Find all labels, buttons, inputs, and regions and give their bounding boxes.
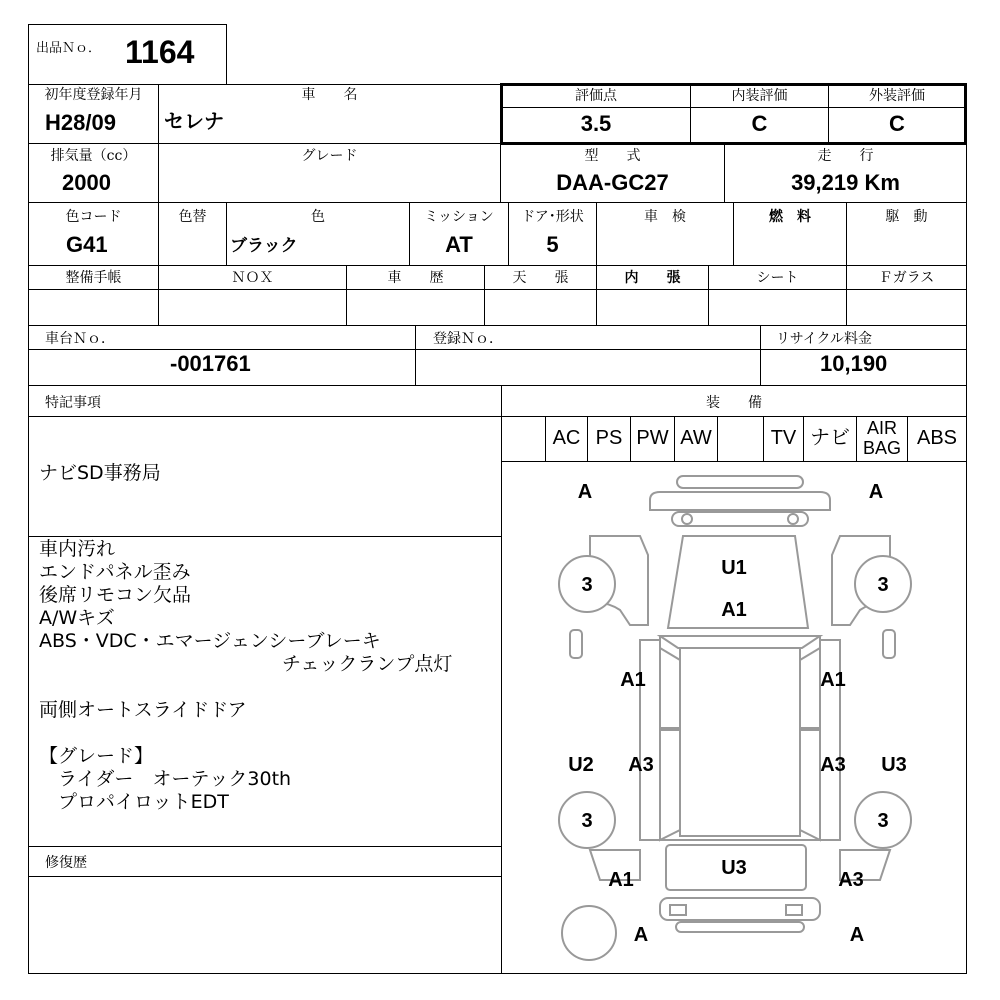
model-value: DAA-GC27 [556, 170, 669, 195]
mission-value: AT [445, 232, 473, 257]
rear-bumper [660, 898, 820, 920]
notes-line-12: プロパイロットEDT [39, 791, 229, 813]
roof-label: 天 張 [512, 270, 569, 286]
spare-tire-icon [562, 906, 616, 960]
equipment-label: 装 備 [706, 395, 762, 411]
notes-label: 特記事項 [45, 395, 101, 411]
color-label: 色 [311, 209, 325, 225]
notes-line-6: チェックランプ点灯 [282, 653, 453, 675]
equip-ac: AC [552, 427, 581, 449]
mileage-label: 走 行 [817, 148, 874, 164]
rear-step [676, 922, 804, 932]
repair-top-line [28, 846, 502, 847]
notes-top-line: ナビSD事務局 [39, 462, 161, 484]
dmg-right-front-door: A1 [820, 669, 846, 691]
lining-label: 内 張 [624, 270, 681, 286]
dmg-left-rear-door: A3 [628, 754, 654, 776]
dmg-front-left-tire: 3 [581, 574, 593, 596]
mileage-value: 39,219 Km [791, 170, 900, 195]
lot-number: 1164 [125, 34, 195, 70]
lot-label: 出品Ｎｏ． [36, 41, 102, 56]
left-headlight-icon [682, 514, 692, 524]
interior-score-value: C [751, 111, 768, 136]
dmg-rear-left-corner: A [633, 924, 649, 946]
equip-tv: TV [770, 427, 797, 449]
front-bumper [650, 492, 830, 510]
reg-date-label: 初年度登録年月 [44, 87, 143, 103]
cabin-outline [660, 636, 820, 840]
dmg-rear-left: A1 [608, 869, 634, 891]
door-value: 5 [546, 232, 559, 257]
recycle-label: リサイクル料金 [776, 331, 873, 347]
equip-pw: PW [636, 427, 669, 449]
dmg-front-right-corner: A [868, 481, 884, 503]
fuel-label: 燃 料 [769, 209, 811, 225]
regno-label: 登録Ｎｏ． [433, 331, 503, 347]
history-label: 車 歴 [387, 270, 444, 286]
notes-line-11: ライダー オーテック30th [39, 768, 292, 790]
dmg-rear-right-corner: A [849, 924, 865, 946]
drive-label: 駆 動 [885, 209, 928, 225]
equip-navi: ナビ [810, 427, 850, 449]
seat-label: シート [756, 270, 799, 286]
dmg-rear-left-tire: 3 [581, 810, 593, 832]
displacement-value: 2000 [62, 170, 111, 195]
notes-line-8: 両側オートスライドドア [39, 699, 247, 721]
dmg-front-left-corner: A [577, 481, 593, 503]
notes-header-line [28, 416, 502, 417]
notes-line-3: 後席リモコン欠品 [39, 584, 192, 606]
right-headlight-icon [788, 514, 798, 524]
displacement-label: 排気量（cc） [50, 148, 137, 164]
notes-mid-line [28, 536, 502, 537]
dmg-left-rear-panel: U2 [568, 754, 594, 776]
repair-header-line [28, 876, 502, 877]
rear-right-lamp [786, 905, 802, 915]
equip-ps: PS [595, 427, 623, 449]
roof [680, 648, 800, 836]
notes-line-4: A/Wキズ [39, 607, 115, 629]
car-diagram [501, 461, 967, 974]
right-mirror [883, 630, 895, 658]
dmg-right-rear-door: A3 [820, 754, 846, 776]
dmg-rear-right: A3 [838, 869, 864, 891]
windshield [660, 636, 820, 648]
equip-airbag: AIR BAG [862, 418, 901, 458]
inspection-label: 車 検 [644, 209, 686, 225]
dmg-front-right-tire: 3 [877, 574, 889, 596]
dmg-right-rear-panel: U3 [881, 754, 907, 776]
chassis-value: -001761 [170, 351, 251, 376]
front-bumper-top [677, 476, 803, 488]
car-name-value: セレナ [164, 111, 224, 133]
equip-abs: ABS [916, 427, 958, 449]
dmg-tailgate: U3 [721, 857, 747, 879]
chassis-label: 車台Ｎｏ． [45, 331, 115, 347]
color-value: ブラック [230, 236, 298, 255]
right-front-door [800, 648, 820, 728]
exterior-score-value: C [889, 111, 905, 136]
glass-label: Ｆガラス [878, 270, 935, 286]
equip-aw: AW [680, 427, 712, 449]
recycle-value: 10,190 [820, 351, 888, 376]
notes-line-2: エンドパネル歪み [39, 561, 191, 583]
left-rear-door [660, 730, 680, 840]
nox-label: ＮＯＸ [231, 270, 274, 286]
model-label: 型 式 [584, 148, 641, 164]
car-name-label: 車 名 [301, 87, 358, 103]
reg-date-value: H28/09 [45, 110, 116, 135]
notes-line-10: 【グレード】 [39, 745, 154, 767]
score-value: 3.5 [580, 111, 612, 136]
color-code-value: G41 [66, 232, 108, 257]
interior-score-label: 内装評価 [731, 88, 788, 104]
right-rear-door [800, 730, 820, 840]
exterior-score-label: 外装評価 [869, 88, 925, 104]
rear-left-lamp [670, 905, 686, 915]
maint-label: 整備手帳 [65, 270, 122, 286]
mission-label: ミッション [424, 209, 494, 225]
repair-label: 修復歴 [45, 855, 87, 871]
notes-line-1: 車内汚れ [39, 538, 116, 560]
color-code-label: 色コード [65, 209, 122, 225]
dmg-left-front-door: A1 [620, 669, 646, 691]
equip-cell-5 [717, 416, 764, 462]
recolor-label: 色替 [178, 209, 207, 225]
left-mirror [570, 630, 582, 658]
equip-cell-0 [501, 416, 546, 462]
dmg-hood-upper: U1 [721, 557, 747, 579]
grade-label: グレード [301, 148, 358, 164]
left-front-door [660, 648, 680, 728]
door-label: ドア･形状 [521, 209, 584, 225]
dmg-hood-lower: A1 [721, 599, 747, 621]
dmg-rear-right-tire: 3 [877, 810, 889, 832]
notes-line-5: ABS・VDC・エマージェンシーブレーキ [39, 630, 381, 652]
score-label: 評価点 [575, 88, 617, 104]
